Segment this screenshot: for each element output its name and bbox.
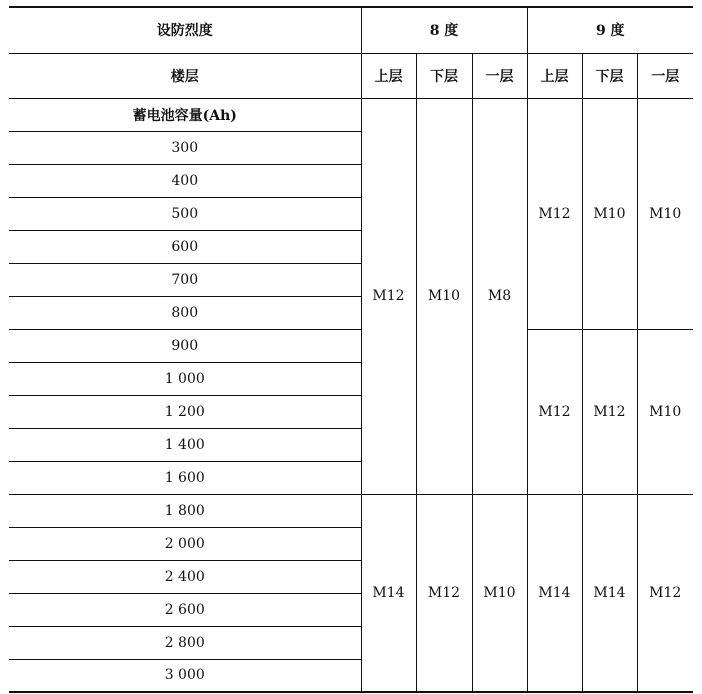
- capacity-cell: 1 600: [9, 461, 361, 494]
- capacity-cell: 400: [9, 164, 361, 197]
- capacity-cell: 600: [9, 230, 361, 263]
- capacity-cell: 3 000: [9, 659, 361, 692]
- i9-g1-upper: M12: [527, 98, 582, 329]
- capacity-cell: 300: [9, 131, 361, 164]
- i8-g1-upper: M12: [361, 98, 416, 494]
- i8-g1-lower: M10: [416, 98, 472, 494]
- capacity-cell: 2 400: [9, 560, 361, 593]
- bolt-spec-table: [9, 6, 693, 693]
- i9-g1-first: M10: [637, 98, 693, 329]
- i8-g1-first: M8: [472, 98, 527, 494]
- capacity-cell: 900: [9, 329, 361, 362]
- floor-first-8: 一层: [472, 53, 527, 98]
- capacity-label: 蓄电池容量(Ah): [9, 98, 361, 131]
- intensity-label: 设防烈度: [9, 7, 361, 53]
- floor-lower-8: 下层: [416, 53, 472, 98]
- i9-g1-lower: M10: [582, 98, 637, 329]
- capacity-cell: 1 800: [9, 494, 361, 527]
- i9-g2-lower: M12: [582, 329, 637, 494]
- table-row: [9, 494, 693, 527]
- capacity-cell: 2 800: [9, 626, 361, 659]
- i8-g2-upper: M14: [361, 494, 416, 692]
- floor-first-9: 一层: [637, 53, 693, 98]
- floor-upper-9: 上层: [527, 53, 582, 98]
- capacity-cell: 800: [9, 296, 361, 329]
- table-row: [9, 329, 693, 362]
- header-row-floor: [9, 53, 693, 98]
- bolt-spec-table-wrapper: [9, 6, 693, 693]
- intensity-8-header: 8 度: [361, 7, 527, 53]
- table-row: [9, 98, 693, 131]
- floor-label: 楼层: [9, 53, 361, 98]
- capacity-cell: 1 400: [9, 428, 361, 461]
- i8-g2-lower: M12: [416, 494, 472, 692]
- i9-g3-first: M12: [637, 494, 693, 692]
- intensity-9-header: 9 度: [527, 7, 693, 53]
- floor-lower-9: 下层: [582, 53, 637, 98]
- i9-g2-first: M10: [637, 329, 693, 494]
- capacity-cell: 2 000: [9, 527, 361, 560]
- i9-g2-upper: M12: [527, 329, 582, 494]
- capacity-cell: 500: [9, 197, 361, 230]
- i8-g2-first: M10: [472, 494, 527, 692]
- header-row-intensity: [9, 7, 693, 53]
- capacity-cell: 2 600: [9, 593, 361, 626]
- i9-g3-upper: M14: [527, 494, 582, 692]
- capacity-cell: 1 200: [9, 395, 361, 428]
- floor-upper-8: 上层: [361, 53, 416, 98]
- capacity-cell: 1 000: [9, 362, 361, 395]
- capacity-cell: 700: [9, 263, 361, 296]
- i9-g3-lower: M14: [582, 494, 637, 692]
